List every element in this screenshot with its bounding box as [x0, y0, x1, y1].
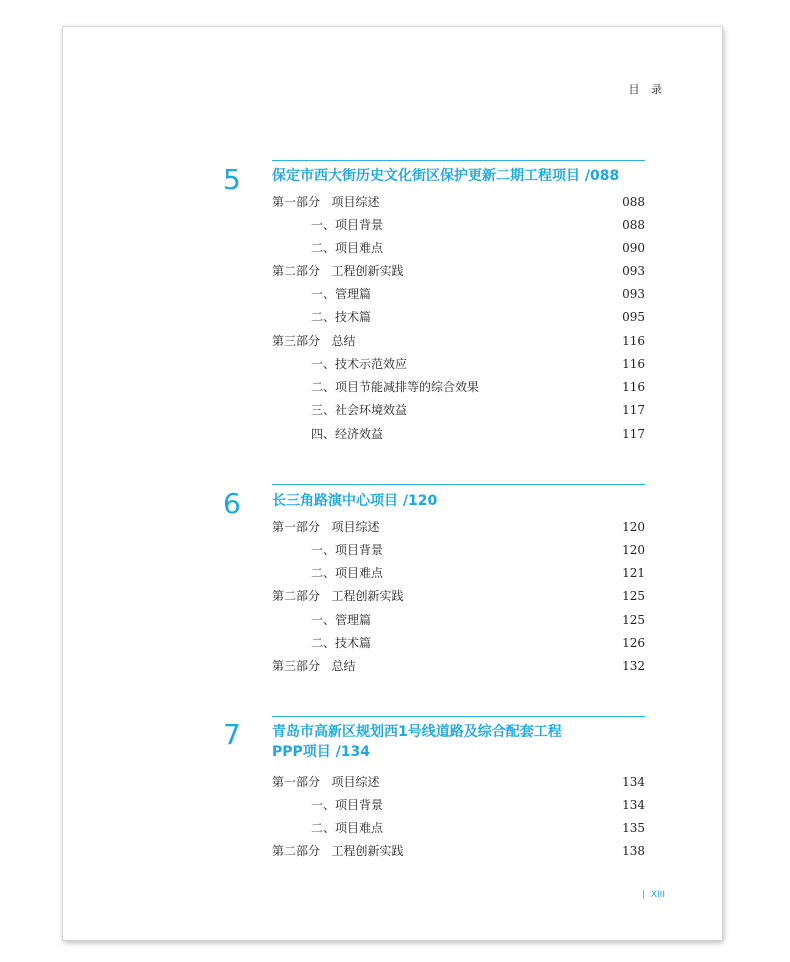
toc-entry[interactable]: [272, 564, 645, 582]
toc-entry-page: 116: [622, 357, 645, 371]
toc-entry-page: 126: [622, 636, 645, 650]
toc-entry[interactable]: [272, 308, 645, 326]
toc-entry[interactable]: [272, 216, 645, 234]
book-page: [63, 27, 722, 940]
toc-entry-page: 120: [622, 520, 645, 534]
chapter-number: 5: [223, 163, 241, 196]
toc-entry-page: 117: [622, 403, 645, 417]
chapter-title-line-2: PPP项目 /134: [272, 744, 370, 760]
folio-bar: |: [641, 890, 645, 900]
toc-entry-label: 第三部分 总结: [272, 334, 356, 348]
toc-entry-page: 135: [622, 821, 645, 835]
toc-entry-label: 一、管理篇: [311, 287, 372, 301]
toc-entry[interactable]: [272, 239, 645, 257]
toc-entry-label: 第一部分 项目综述: [272, 520, 380, 534]
toc-entry[interactable]: [272, 657, 645, 675]
chapter-title-line-1: 青岛市高新区规划西1号线道路及综合配套工程: [272, 724, 562, 740]
chapter-rule: [272, 160, 645, 161]
page-folio: [642, 890, 665, 900]
toc-entry-page: 125: [622, 613, 645, 627]
toc-entry-label: 第二部分 工程创新实践: [272, 844, 404, 858]
toc-entry[interactable]: [272, 819, 645, 837]
toc-entry-page: 117: [622, 427, 645, 441]
toc-entry-label: 一、项目背景: [311, 798, 384, 812]
toc-entry[interactable]: [272, 285, 645, 303]
chapter-title: 长三角路演中心项目 /120: [272, 493, 438, 509]
toc-entry-label: 第一部分 项目综述: [272, 195, 380, 209]
running-head: 目 录: [628, 83, 666, 96]
toc-entry[interactable]: [272, 611, 645, 629]
chapter-rule: [272, 716, 645, 717]
chapter-number: 6: [223, 487, 241, 520]
chapter-number: 7: [223, 718, 241, 751]
chapter-rule: [272, 484, 645, 485]
toc-entry-page: 116: [622, 380, 645, 394]
toc-entry[interactable]: [272, 773, 645, 791]
chapter-title: 保定市西大街历史文化街区保护更新二期工程项目 /088: [272, 168, 620, 184]
toc-entry-page: 088: [622, 218, 645, 232]
toc-entry[interactable]: [272, 587, 645, 605]
toc-entry[interactable]: [272, 378, 645, 396]
toc-entry-label: 二、技术篇: [311, 310, 372, 324]
toc-entry-label: 二、项目节能减排等的综合效果: [311, 380, 480, 394]
toc-entry[interactable]: [272, 541, 645, 559]
toc-entry-page: 132: [622, 659, 645, 673]
toc-entry[interactable]: [272, 332, 645, 350]
toc-entry-label: 四、经济效益: [311, 427, 384, 441]
toc-entry-page: 116: [622, 334, 645, 348]
toc-entry[interactable]: [272, 518, 645, 536]
toc-entry-label: 一、项目背景: [311, 218, 384, 232]
toc-entry-label: 二、项目难点: [311, 821, 384, 835]
toc-entry[interactable]: [272, 796, 645, 814]
toc-entry-page: 138: [622, 844, 645, 858]
toc-entry-label: 第一部分 项目综述: [272, 775, 380, 789]
toc-entry-page: 120: [622, 543, 645, 557]
toc-entry-page: 093: [622, 287, 645, 301]
toc-entry-label: 二、技术篇: [311, 636, 372, 650]
toc-entry-label: 二、项目难点: [311, 241, 384, 255]
toc-entry-page: 093: [622, 264, 645, 278]
toc-entry[interactable]: [272, 262, 645, 280]
toc-entry-page: 125: [622, 589, 645, 603]
toc-entry-page: 095: [622, 310, 645, 324]
toc-entry[interactable]: [272, 634, 645, 652]
toc-entry-label: 第二部分 工程创新实践: [272, 589, 404, 603]
toc-entry-page: 090: [622, 241, 645, 255]
toc-entry[interactable]: [272, 193, 645, 211]
toc-entry[interactable]: [272, 425, 645, 443]
toc-entry[interactable]: [272, 401, 645, 419]
toc-entry-label: 一、技术示范效应: [311, 357, 408, 371]
toc-entry-page: 121: [622, 566, 645, 580]
toc-entry-page: 134: [622, 798, 645, 812]
toc-entry-label: 一、项目背景: [311, 543, 384, 557]
toc-entry[interactable]: [272, 842, 645, 860]
toc-entry-label: 第三部分 总结: [272, 659, 356, 673]
toc-entry[interactable]: [272, 355, 645, 373]
toc-entry-page: 088: [622, 195, 645, 209]
folio-page-number: XIII: [650, 890, 665, 900]
toc-entry-label: 二、项目难点: [311, 566, 384, 580]
toc-entry-label: 三、社会环境效益: [311, 403, 408, 417]
toc-entry-label: 一、管理篇: [311, 613, 372, 627]
toc-entry-page: 134: [622, 775, 645, 789]
toc-entry-label: 第二部分 工程创新实践: [272, 264, 404, 278]
